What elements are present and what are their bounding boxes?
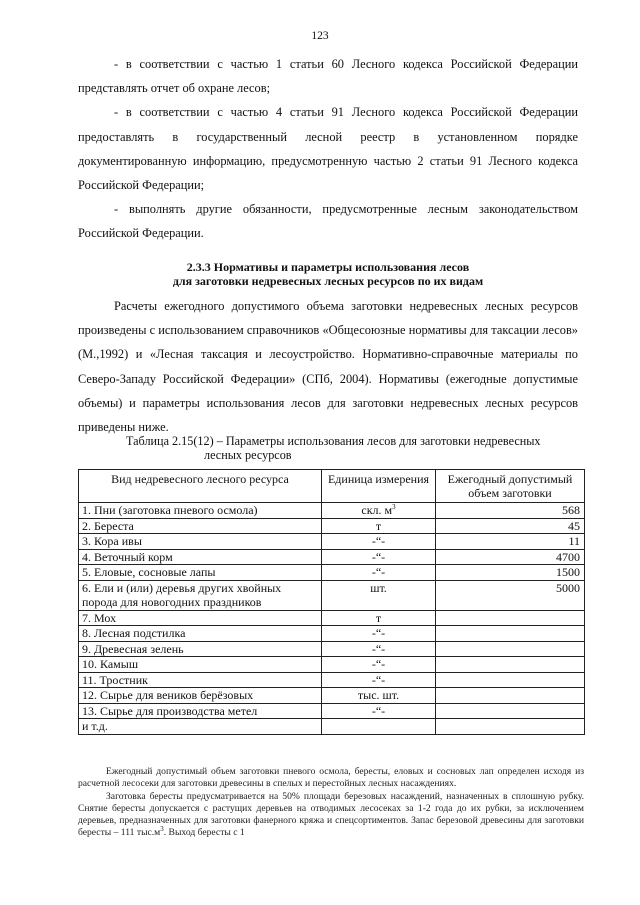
cell-unit: тыс. шт. <box>322 688 436 704</box>
intro-block <box>78 294 578 439</box>
cell-resource: 9. Древесная зелень <box>79 641 322 657</box>
section-heading-line: 2.3.3 Нормативы и параметры использования лесов <box>186 260 470 274</box>
cell-resource: 10. Камыш <box>79 657 322 673</box>
footnote-superscript: 3 <box>160 825 164 834</box>
cell-resource: 8. Лесная подстилка <box>79 626 322 642</box>
footnote-text: Заготовка бересты предусматривается на 50% площади березовых насаждений, назначенных в сплошную рубку. Снятие бересты допускается с растущих деревьев на отводимых лесосеках за 1-2 года до их рубки, за исключением деревьев, предназначенных для заготовки фанерного кряжа и спецсортиментов. <box>78 790 584 827</box>
cell-resource: 5. Еловые, сосновые лапы <box>79 565 322 581</box>
cell-volume <box>436 626 585 642</box>
cell-volume: 5000 <box>436 580 585 610</box>
cell-unit: -“- <box>322 565 436 581</box>
table-row <box>79 641 585 657</box>
table-row <box>79 719 585 735</box>
cell-volume <box>436 703 585 719</box>
unit-superscript: 3 <box>392 503 396 511</box>
table-caption <box>78 434 578 462</box>
table-row <box>79 503 585 519</box>
table-caption-line: лесных ресурсов <box>204 448 292 462</box>
cell-resource: 13. Сырье для производства метел <box>79 703 322 719</box>
cell-unit: т <box>322 518 436 534</box>
section-heading-line: для заготовки недревесных лесных ресурсов по их видам <box>172 274 484 288</box>
cell-resource: 1. Пни (заготовка пневого осмола) <box>79 503 322 519</box>
cell-volume <box>436 719 585 735</box>
table-row <box>79 657 585 673</box>
footnote-block <box>78 766 584 840</box>
cell-volume: 1500 <box>436 565 585 581</box>
cell-resource: и т.д. <box>79 719 322 735</box>
table-row <box>79 534 585 550</box>
cell-unit: -“- <box>322 703 436 719</box>
table-row <box>79 672 585 688</box>
cell-resource: 3. Кора ивы <box>79 534 322 550</box>
obligation-paragraph: - выполнять другие обязанности, предусмотренные лесным законодательством Российской Федерации. <box>78 202 578 241</box>
cell-unit: -“- <box>322 672 436 688</box>
cell-unit: шт. <box>322 580 436 610</box>
resource-table <box>78 469 585 735</box>
page-number: 123 <box>311 30 329 42</box>
cell-volume <box>436 641 585 657</box>
cell-resource: 12. Сырье для веников берёзовых <box>79 688 322 704</box>
cell-resource: 6. Ели и (или) деревья других хвойных порода для новогодних праздников <box>79 580 322 610</box>
cell-unit: -“- <box>322 626 436 642</box>
table-row <box>79 610 585 626</box>
table-caption-line: Таблица 2.15(12) – Параметры использования лесов для заготовки недревесных <box>126 434 541 448</box>
cell-volume <box>436 688 585 704</box>
table-row <box>79 580 585 610</box>
footnote-paragraph: Ежегодный допустимый объем заготовки пневого осмола, бересты, еловых и сосновых лап определен исходя из расчетной лесосеки для заготовки древесины в спелых и перестойных лесных насаждениях. <box>78 766 584 790</box>
footnote-text: Запас березовой древесины для заготовки бересты – 111 тыс.м <box>78 815 585 839</box>
cell-unit: -“- <box>322 534 436 550</box>
table-row <box>79 518 585 534</box>
cell-resource: 11. Тростник <box>79 672 322 688</box>
section-heading <box>78 260 578 288</box>
header-resource: Вид недревесного лесного ресурса <box>79 470 322 503</box>
cell-unit <box>322 719 436 735</box>
footnote-paragraph <box>78 791 584 840</box>
obligation-paragraph: - в соответствии с частью 4 статьи 91 Лесного кодекса Российской Федерации предоставлять в государственный лесной реестр в установленном порядке документированную информацию, предусмотренную частью 2 статьи 91 Лесного кодекса Российской Федерации; <box>78 105 578 193</box>
table-row <box>79 703 585 719</box>
obligations-block <box>78 52 578 246</box>
cell-volume: 4700 <box>436 549 585 565</box>
table-header-row <box>79 470 585 503</box>
cell-unit: -“- <box>322 657 436 673</box>
cell-volume <box>436 610 585 626</box>
cell-volume <box>436 672 585 688</box>
footnote-text: . Выход бересты с 1 <box>163 827 245 839</box>
cell-unit: т <box>322 610 436 626</box>
cell-unit: -“- <box>322 549 436 565</box>
table-row <box>79 565 585 581</box>
unit-text: скл. м <box>361 503 393 517</box>
cell-volume: 568 <box>436 503 585 519</box>
cell-unit <box>322 503 436 519</box>
table-row <box>79 626 585 642</box>
cell-resource: 4. Веточный корм <box>79 549 322 565</box>
cell-volume: 45 <box>436 518 585 534</box>
cell-resource: 7. Мох <box>79 610 322 626</box>
header-volume: Ежегодный допустимый объем заготовки <box>436 470 585 503</box>
cell-unit: -“- <box>322 641 436 657</box>
cell-volume: 11 <box>436 534 585 550</box>
header-unit: Единица измерения <box>322 470 436 503</box>
table-row <box>79 688 585 704</box>
table-row <box>79 549 585 565</box>
intro-paragraph: Расчеты ежегодного допустимого объема заготовки недревесных лесных ресурсов произведены с использованием справочников «Общесоюзные нормативы для таксации лесов» (М.,1992) и «Лесная таксация и лесоустройство. Нормативно-справочные материалы по Северо-Западу Российской Федерации» (СПб, 2004). Нормативы (ежегодные допустимые объемы) и параметры использования лесов для заготовки недревесных лесных ресурсов приведены ниже. <box>78 299 578 435</box>
obligation-paragraph: - в соответствии с частью 1 статьи 60 Лесного кодекса Российской Федерации представлять отчет об охране лесов; <box>78 57 578 96</box>
cell-resource: 2. Береста <box>79 518 322 534</box>
cell-volume <box>436 657 585 673</box>
